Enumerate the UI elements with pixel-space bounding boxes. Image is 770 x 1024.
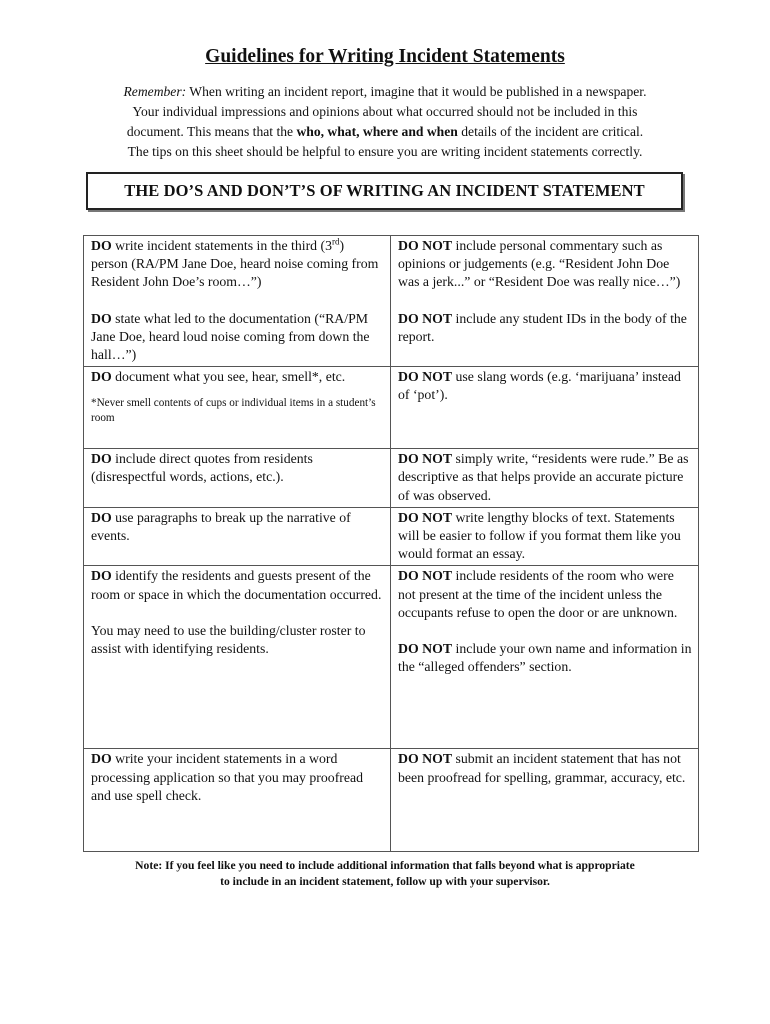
do-text: document what you see, hear, smell*, etc. [111, 369, 346, 385]
do-not-text: write lengthy blocks of text. Statements will be easier to follow if you format them like you would format an essay. [398, 509, 681, 562]
section-heading: THE DO’S AND DON’T’S OF WRITING AN INCIDENT STATEMENT [124, 181, 645, 200]
do-not-cell [391, 449, 699, 508]
table-row [84, 566, 699, 749]
do-cell [84, 236, 391, 367]
intro-paragraph [86, 82, 684, 162]
ordinal-superscript: rd [332, 236, 340, 247]
do-not-label: DO NOT [398, 509, 453, 525]
do-not-cell [391, 507, 699, 566]
note-line-2: to include in an incident statement, follow up with your supervisor. [220, 875, 550, 888]
do-not-cell [391, 566, 699, 749]
intro-line-4: The tips on this sheet should be helpful to ensure you are writing incident statements correctly. [127, 144, 643, 159]
do-not-label: DO NOT [398, 310, 453, 326]
do-not-cell [391, 236, 699, 367]
table-row [84, 449, 699, 508]
do-text: use paragraphs to break up the narrative of events. [91, 509, 351, 544]
do-label: DO [91, 451, 112, 467]
do-not-text: include any student IDs in the body of the report. [398, 310, 687, 344]
do-not-label: DO NOT [398, 751, 453, 767]
dos-and-donts-table [83, 235, 699, 852]
do-text: write your incident statements in a word processing application so that you may proofread and use spell check. [91, 751, 364, 803]
table-row [84, 367, 699, 449]
do-label: DO [91, 751, 112, 767]
do-cell [84, 449, 391, 508]
do-cell [84, 367, 391, 449]
do-not-text: include personal commentary such as opinions or judgements (e.g. “Resident John Doe was a jerk...” or “Resident Doe was really nice…”) [398, 238, 681, 290]
do-cell [84, 566, 391, 749]
do-label: DO [91, 509, 112, 525]
do-label: DO [91, 369, 112, 385]
do-not-cell [391, 367, 699, 449]
do-not-text: use slang words (e.g. ‘marijuana’ instead of ‘pot’). [398, 369, 681, 403]
do-not-text: submit an incident statement that has not been proofread for spelling, grammar, accuracy, etc. [398, 751, 686, 785]
intro-line-3-end: details of the incident are critical. [457, 124, 644, 139]
table-row [84, 507, 699, 566]
do-cell [84, 749, 391, 852]
do-text: write incident statements in the third (3 [111, 238, 333, 253]
table-row [84, 749, 699, 852]
do-not-cell [391, 749, 699, 852]
do-text: include direct quotes from residents (disrespectful words, actions, etc.). [91, 451, 313, 485]
note-line-1: Note: If you feel like you need to include additional information that falls beyond what is appropriate [135, 859, 635, 872]
do-cell [84, 507, 391, 566]
do-text: identify the residents and guests present of the room or space in which the documentation occurred. [91, 568, 382, 602]
do-not-label: DO NOT [398, 238, 453, 253]
page-title: Guidelines for Writing Incident Statements [205, 46, 565, 67]
do-not-label: DO NOT [398, 641, 453, 657]
section-heading-box [86, 172, 683, 210]
do-not-text: include residents of the room who were not present at the time of the incident unless the occupants refuse to open the door or are unknown. [398, 568, 678, 620]
intro-line-3-start: document. This means that the [126, 124, 297, 139]
footnote-text: *Never smell contents of cups or individual items in a student’s room [91, 397, 376, 425]
supervisor-note [86, 858, 684, 890]
do-not-label: DO NOT [398, 451, 453, 467]
do-label: DO [91, 238, 112, 253]
remember-label: Remember: [123, 84, 187, 99]
do-text: ) person (RA/PM Jane Doe, heard noise coming from Resident John Doe’s room…”) [91, 238, 379, 290]
intro-line-2: Your individual impressions and opinions about what occurred should not be included in this [132, 104, 638, 119]
do-text: You may need to use the building/cluster roster to assist with identifying residents. [91, 622, 366, 657]
do-not-label: DO NOT [398, 568, 453, 584]
do-not-label: DO NOT [398, 369, 453, 385]
do-label: DO [91, 568, 112, 584]
do-not-text: simply write, “residents were rude.” Be as descriptive as that helps provide an accurate picture of was observed. [398, 451, 689, 503]
intro-line-3-bold: who, what, where and when [296, 124, 458, 139]
do-text: state what led to the documentation (“RA/PM Jane Doe, heard loud noise coming from down the hall…”) [91, 310, 370, 363]
do-label: DO [91, 310, 112, 326]
do-not-text: include your own name and information in the “alleged offenders” section. [398, 641, 692, 675]
table-row [84, 236, 699, 367]
intro-line-1: When writing an incident report, imagine that it would be published in a newspaper. [186, 84, 647, 99]
